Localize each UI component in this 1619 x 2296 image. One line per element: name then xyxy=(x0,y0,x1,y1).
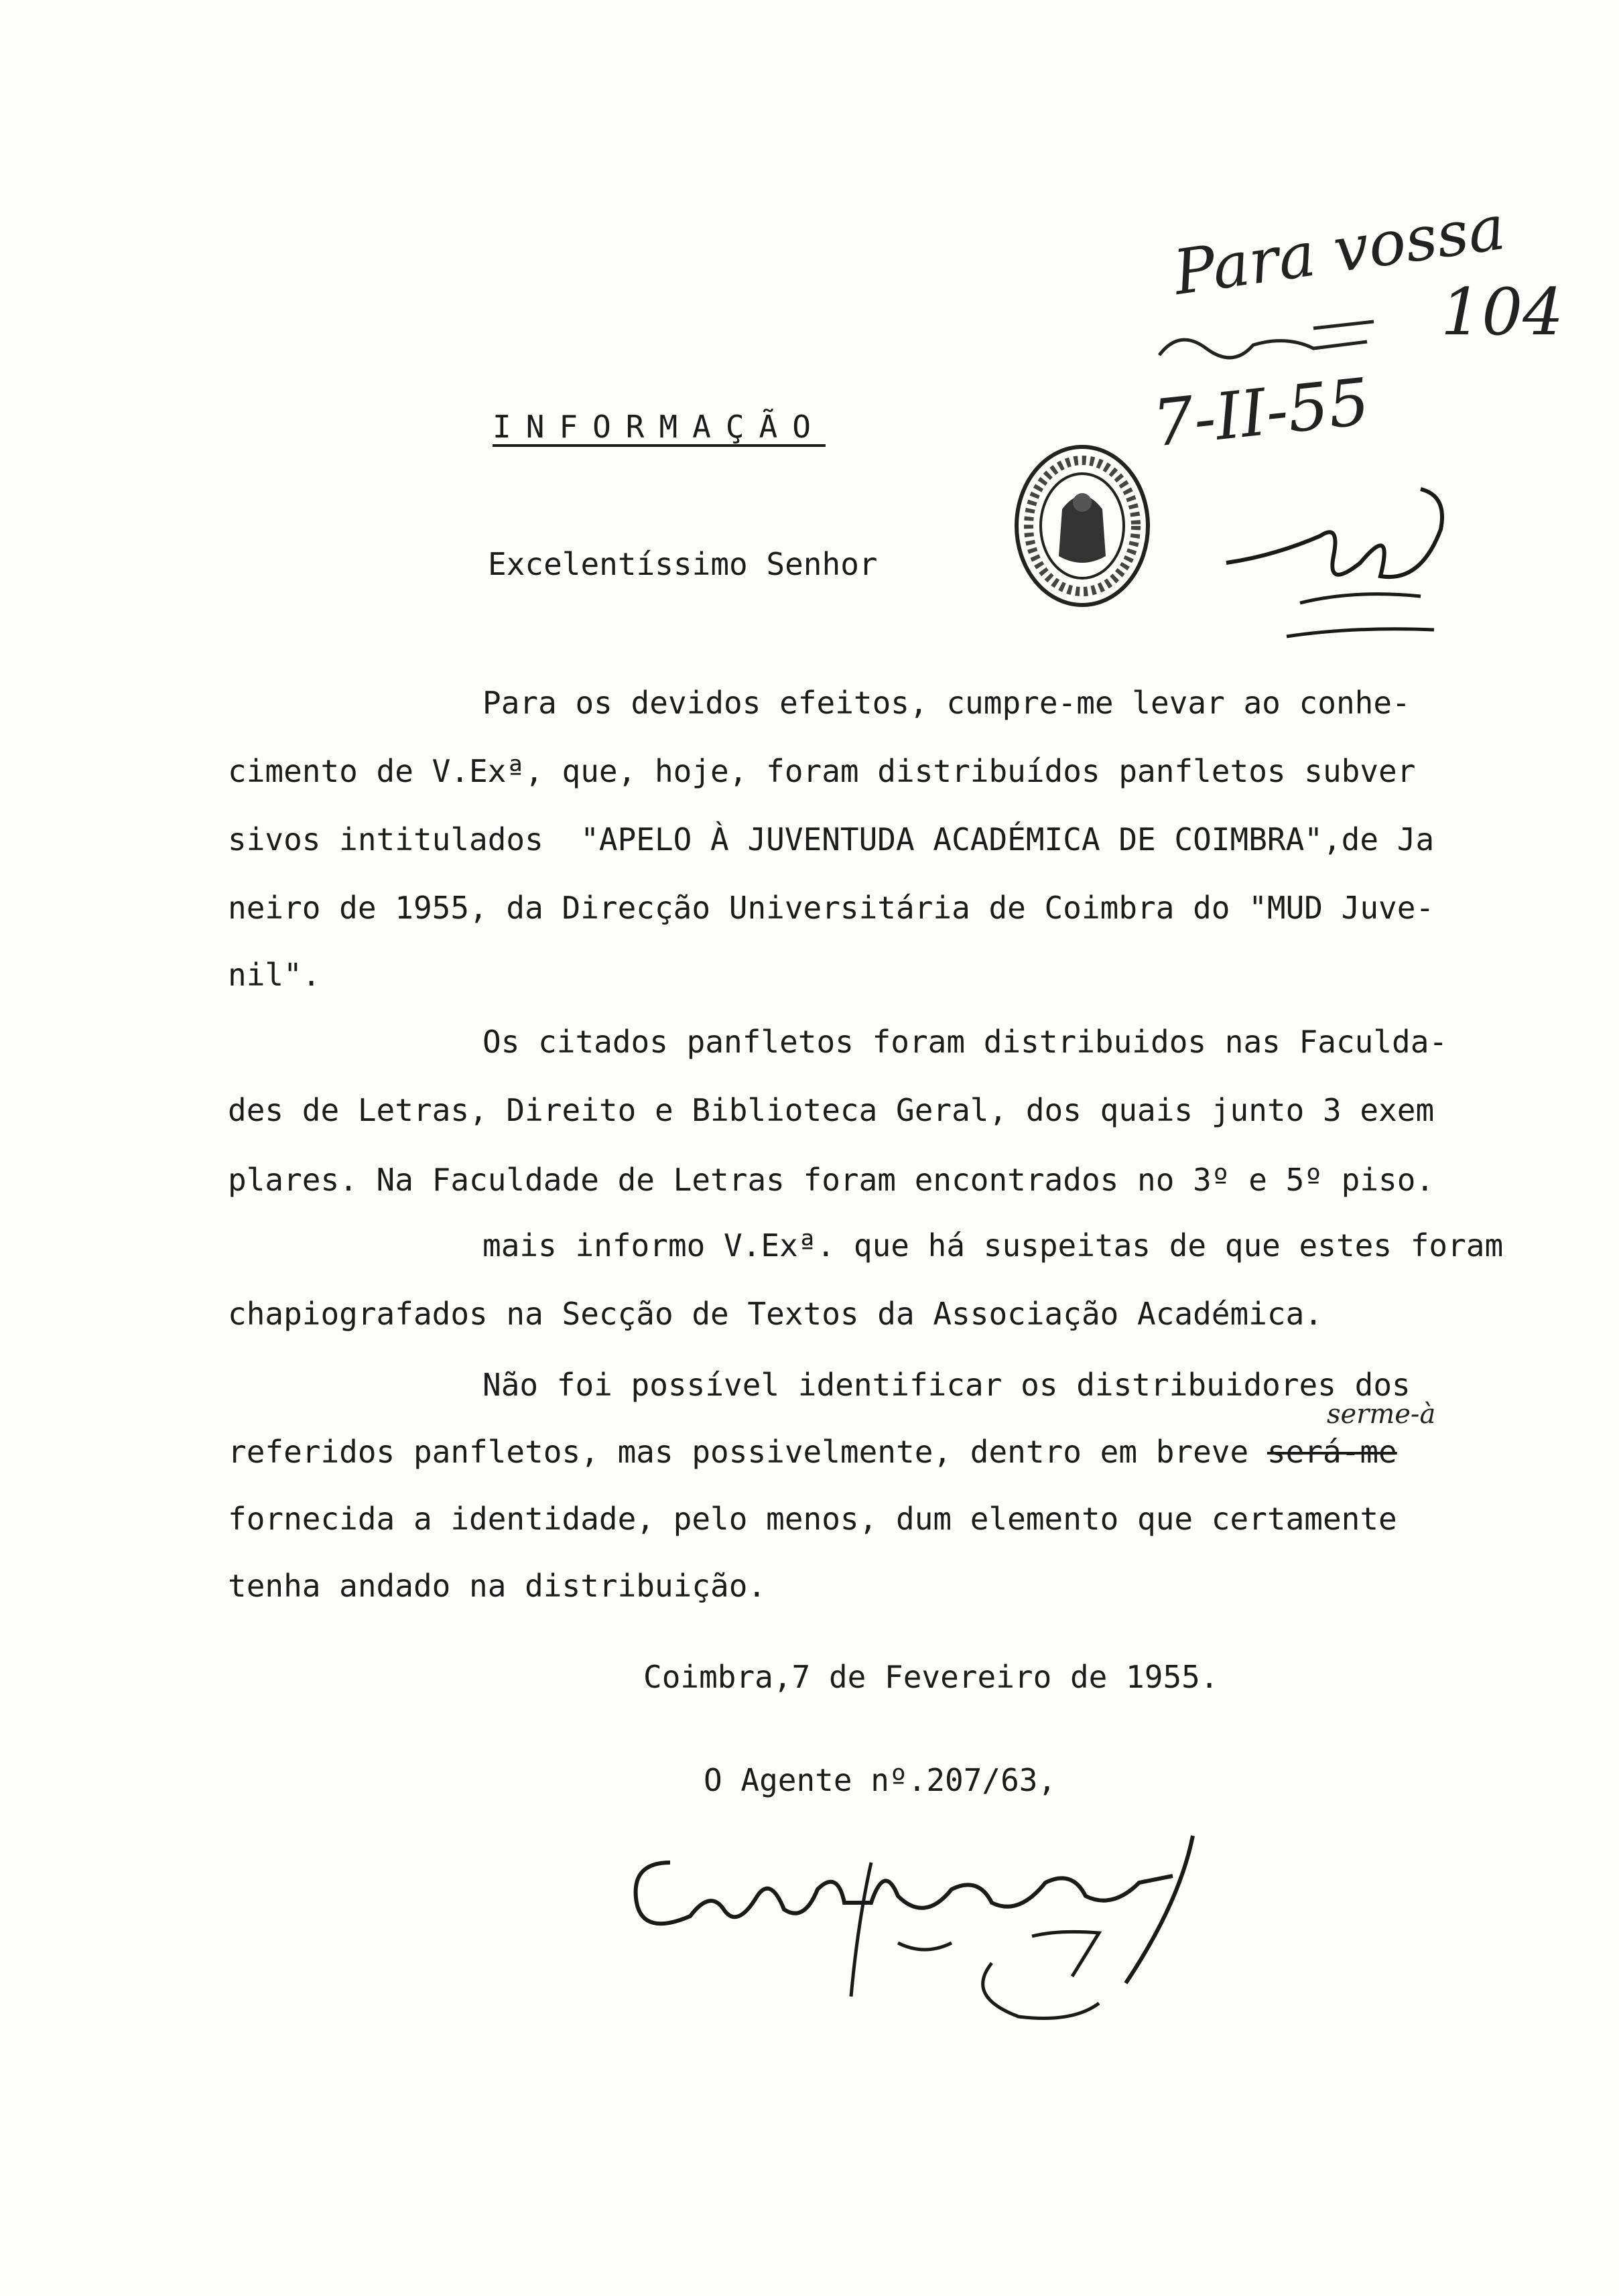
paragraph4-line1: Não foi possível identificar os distribuidores dos xyxy=(482,1367,1411,1403)
paragraph2-line1: Os citados panfletos foram distribuidos nas Faculda- xyxy=(482,1024,1448,1060)
paragraph4-line2 xyxy=(228,1434,1397,1470)
paragraph2-line2: des de Letras, Direito e Biblioteca Geral, dos quais junto 3 exem xyxy=(228,1092,1435,1128)
paragraph1-line4: neiro de 1955, da Direcção Universitária de Coimbra do "MUD Juve- xyxy=(228,890,1435,926)
paragraph3-line1: mais informo V.Exª. que há suspeitas de que estes foram xyxy=(482,1227,1504,1264)
signature xyxy=(617,1822,1287,2037)
handwritten-note-line3: 7-II-55 xyxy=(1149,364,1373,462)
handwritten-note-line1: Para vossa xyxy=(1169,191,1510,310)
paragraph4-line3: fornecida a identidade, pelo menos, dum elemento que certamente xyxy=(228,1501,1397,1537)
struck-text: será-me xyxy=(1267,1434,1397,1470)
handwritten-note-line2: 104 xyxy=(1441,275,1564,350)
paragraph1-line2: cimento de V.Exª, que, hoje, foram distribuídos panfletos subver xyxy=(228,753,1416,789)
paragraph1-line3: sivos intitulados "APELO À JUVENTUDA ACADÉMICA DE COIMBRA",de Ja xyxy=(228,821,1435,858)
sign-off: O Agente nº.207/63, xyxy=(704,1762,1057,1798)
salutation: Excelentíssimo Senhor xyxy=(488,546,878,582)
handwritten-insertion: serme-à xyxy=(1327,1399,1436,1430)
document-title: INFORMAÇÃO xyxy=(493,409,826,445)
official-stamp xyxy=(1012,442,1153,610)
handwritten-initials xyxy=(1220,482,1501,657)
paragraph1-line5: nil". xyxy=(228,957,321,993)
paragraph1-line1: Para os devidos efeitos, cumpre-me levar ao conhe- xyxy=(482,685,1411,721)
paragraph4-line2-text: referidos panfletos, mas possivelmente, dentro em breve xyxy=(228,1434,1267,1470)
place-date: Coimbra,7 de Fevereiro de 1955. xyxy=(643,1659,1219,1695)
paragraph2-line3: plares. Na Faculdade de Letras foram encontrados no 3º e 5º piso. xyxy=(228,1162,1435,1198)
paragraph3-line2: chapiografados na Secção de Textos da Associação Académica. xyxy=(228,1296,1323,1332)
paragraph4-line4: tenha andado na distribuição. xyxy=(228,1568,767,1604)
